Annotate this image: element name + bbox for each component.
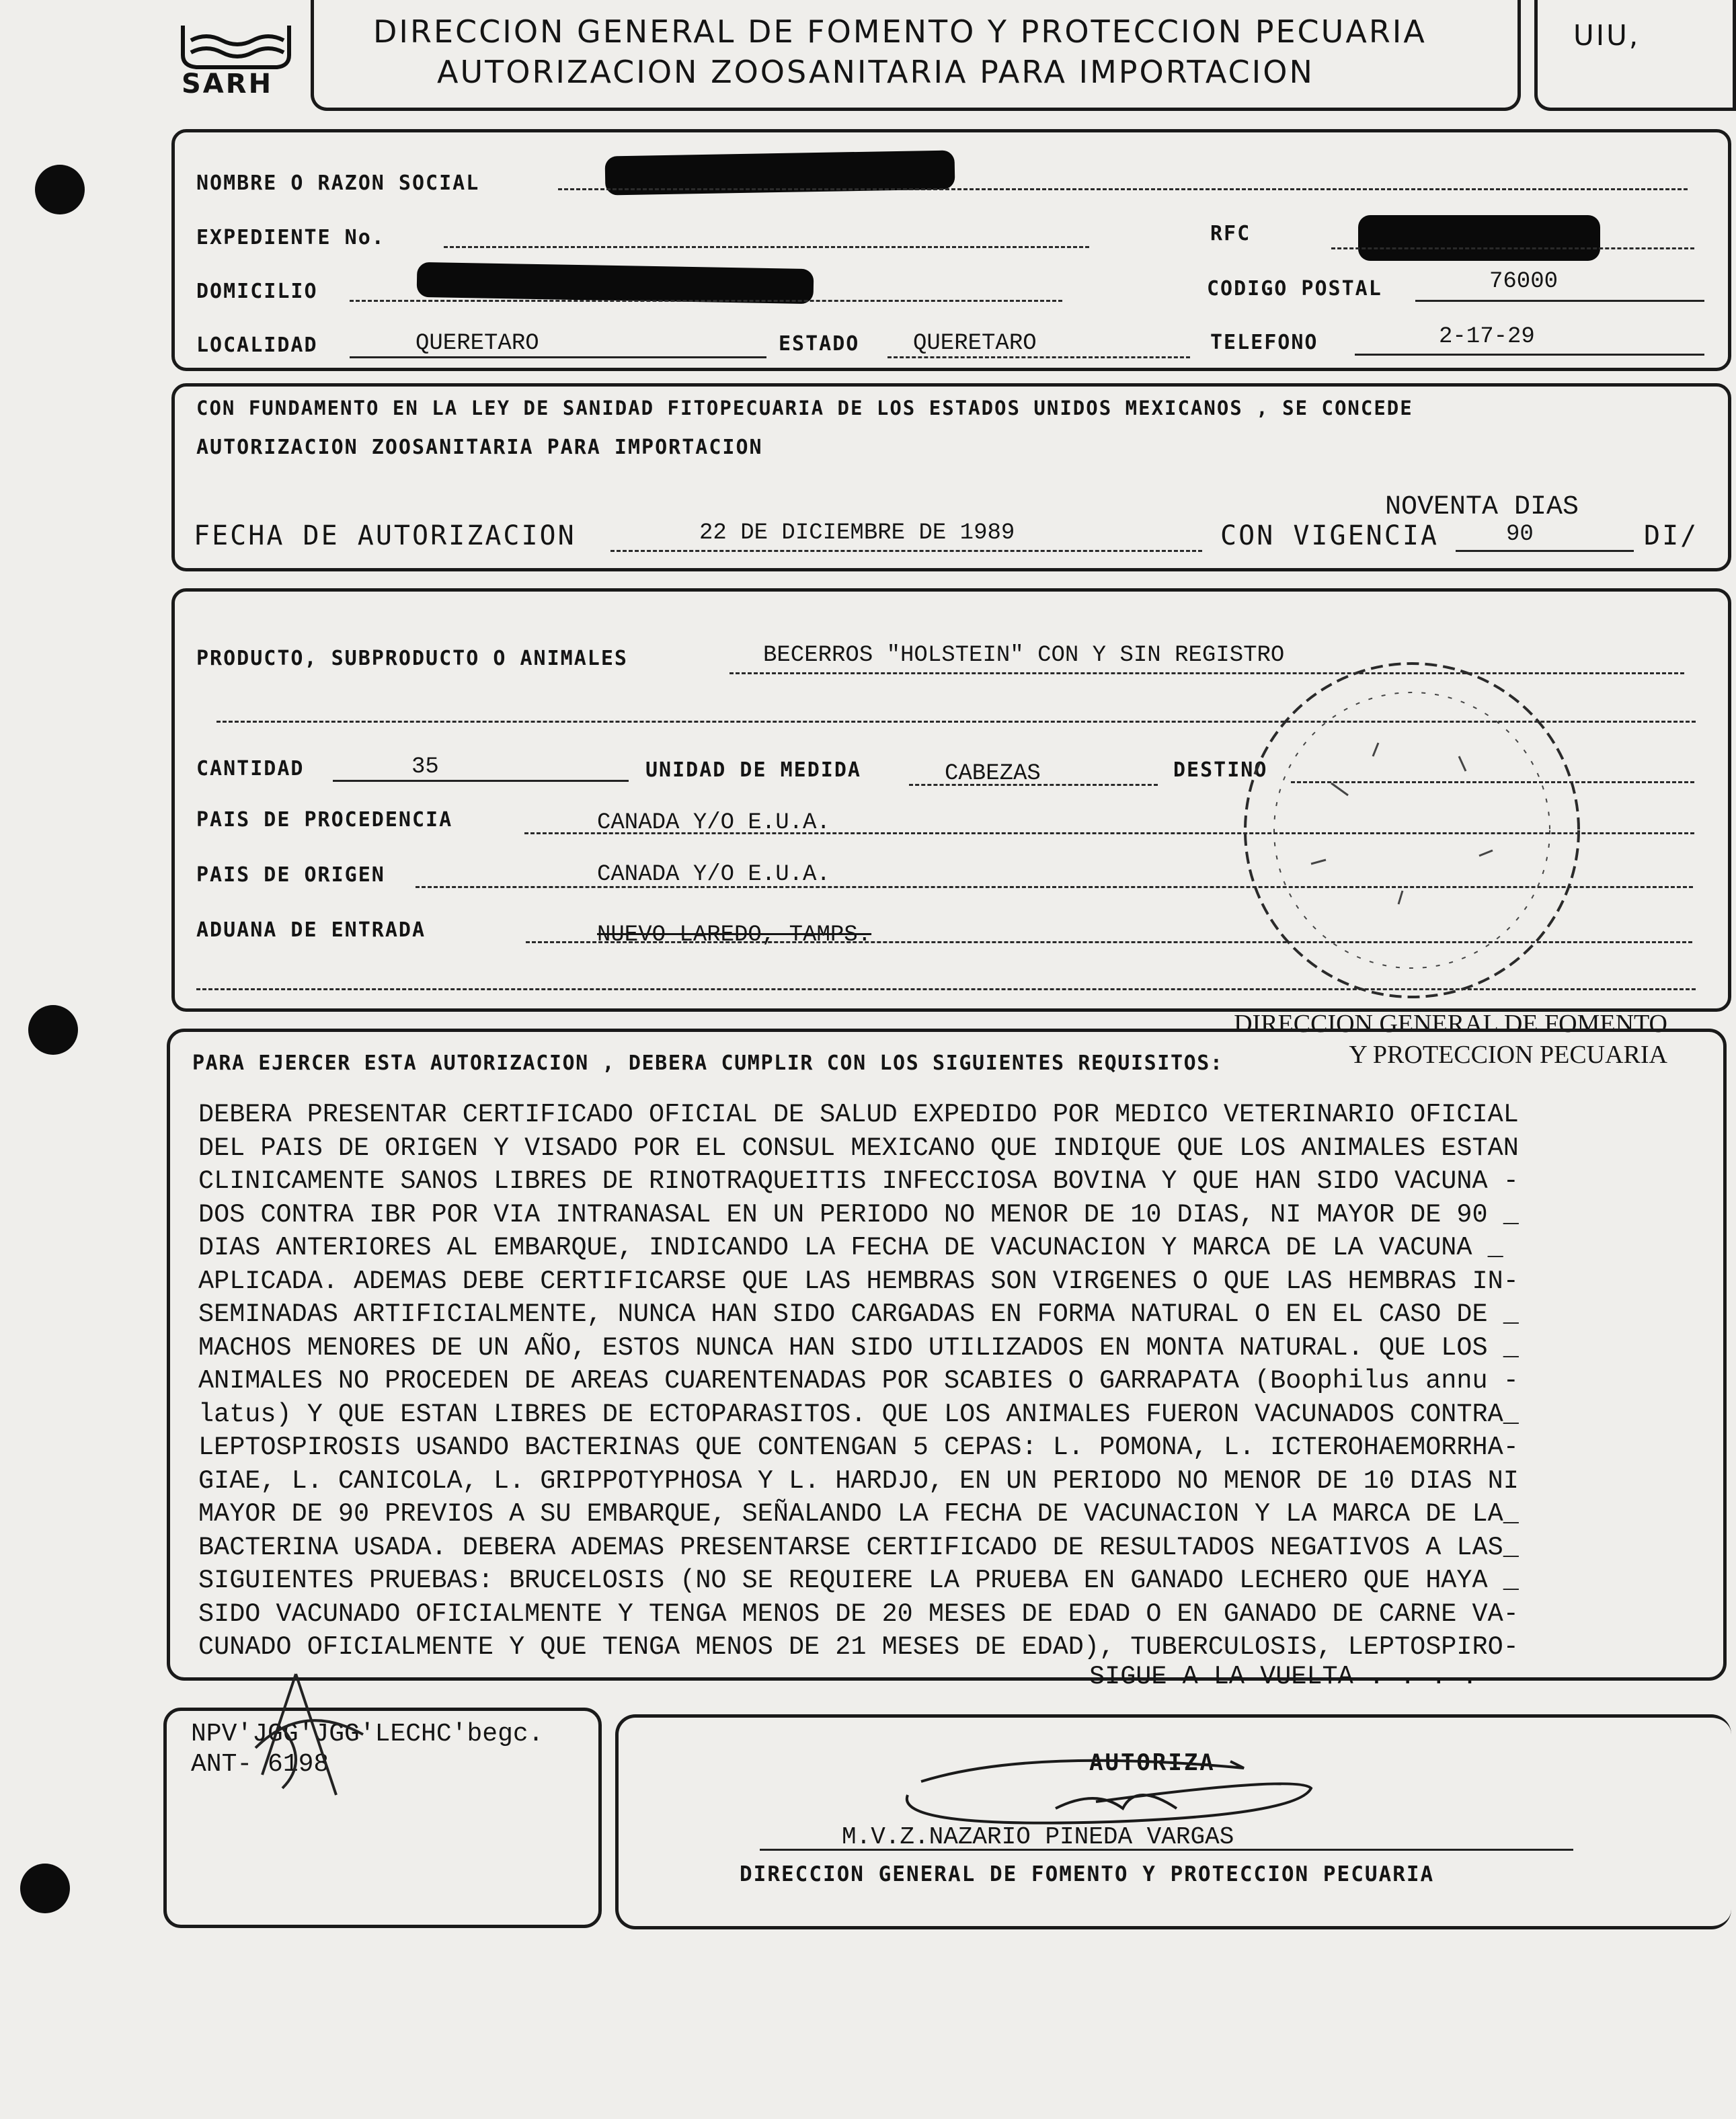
- folio-number: UIU,: [1573, 19, 1641, 52]
- vigencia-value: 90: [1506, 522, 1534, 547]
- name-line: [558, 188, 1688, 190]
- origen-label: PAIS DE ORIGEN: [196, 863, 385, 887]
- requirement-line: latus) Y QUE ESTAN LIBRES DE ECTOPARASITOS. QUE LOS ANIMALES FUERON VACUNADOS CONTRA_: [198, 1399, 1519, 1429]
- telefono-label: TELEFONO: [1210, 331, 1318, 354]
- authorization-text-2: AUTORIZACION ZOOSANITARIA PARA IMPORTACION: [196, 436, 763, 459]
- stamp-text: DIRECCION GENERAL DE FOMENTO Y PROTECCION PECUARIA: [1234, 1010, 1667, 1069]
- punch-hole-bottom: [20, 1864, 70, 1913]
- destino-label: DESTINO: [1173, 758, 1268, 782]
- continue-note: SIGUE A LA VUELTA . . . .: [1089, 1662, 1478, 1691]
- sarh-logo: [176, 20, 297, 101]
- domicilio-label: DOMICILIO: [196, 280, 318, 303]
- requirement-line: MAYOR DE 90 PREVIOS A SU EMBARQUE, SEÑALANDO LA FECHA DE VACUNACION Y LA MARCA DE LA_: [198, 1499, 1519, 1529]
- fecha-label: FECHA DE AUTORIZACION: [194, 520, 576, 551]
- fecha-line: [610, 550, 1202, 552]
- stamp-circle-icon: [1224, 649, 1600, 1012]
- domicilio-redaction: [417, 262, 814, 304]
- procedencia-value: CANADA Y/O E.U.A.: [597, 810, 830, 836]
- requirement-line: CUNADO OFICIALMENTE Y QUE TENGA MENOS DE 21 MESES DE EDAD), TUBERCULOSIS, LEPTOSPIRO-: [198, 1632, 1519, 1662]
- vigencia-line: [1456, 550, 1634, 552]
- requirement-line: SIDO VACUNADO OFICIALMENTE Y TENGA MENOS DE 20 MESES DE EDAD O EN GANADO DE CARNE VA-: [198, 1599, 1519, 1629]
- aduana-value: NUEVO LAREDO, TAMPS.: [597, 922, 872, 948]
- initials-line-1: NPV'JGG'JGG'LECHC'begc.: [191, 1720, 544, 1749]
- domicilio-line: [350, 300, 1062, 302]
- requirement-line: GIAE, L. CANICOLA, L. GRIPPOTYPHOSA Y L. HARDJO, EN UN PERIODO NO MENOR DE 10 DIAS NI: [198, 1466, 1519, 1496]
- punch-hole-middle: [28, 1005, 78, 1055]
- requirement-line: SEMINADAS ARTIFICIALMENTE, NUNCA HAN SIDO CARGADAS EN FORMA NATURAL O EN EL CASO DE _: [198, 1300, 1519, 1329]
- requirement-line: APLICADA. ADEMAS DEBE CERTIFICARSE QUE LAS HEMBRAS SON VIRGENES O QUE LAS HEMBRAS IN-: [198, 1266, 1519, 1296]
- telefono-value: 2-17-29: [1439, 324, 1535, 350]
- unidad-label: UNIDAD DE MEDIDA: [645, 758, 861, 782]
- expediente-line: [444, 246, 1089, 248]
- vigencia-unit: DI/: [1644, 520, 1699, 551]
- signer-office: DIRECCION GENERAL DE FOMENTO Y PROTECCION PECUARIA: [740, 1862, 1435, 1886]
- requirement-line: DOS CONTRA IBR POR VIA INTRANASAL EN UN PERIODO NO MENOR DE 10 DIAS, NI MAYOR DE 90 _: [198, 1199, 1519, 1230]
- unidad-value: CABEZAS: [945, 761, 1041, 787]
- requirement-line: MACHOS MENORES DE UN AÑO, ESTOS NUNCA HAN SIDO UTILIZADOS EN MONTA NATURAL. QUE LOS _: [198, 1332, 1519, 1363]
- expediente-label: EXPEDIENTE No.: [196, 226, 385, 249]
- requirement-line: BACTERINA USADA. DEBERA ADEMAS PRESENTARSE CERTIFICADO DE RESULTADOS NEGATIVOS A LAS_: [198, 1532, 1519, 1562]
- procedencia-label: PAIS DE PROCEDENCIA: [196, 808, 453, 832]
- requirement-line: LEPTOSPIROSIS USANDO BACTERINAS QUE CONTENGAN 5 CEPAS: L. POMONA, L. ICTEROHAEMORRHA-: [198, 1433, 1519, 1462]
- unidad-line: [909, 784, 1158, 786]
- localidad-line: [350, 356, 766, 358]
- header-line-1: DIRECCION GENERAL DE FOMENTO Y PROTECCION PECUARIA: [373, 13, 1427, 50]
- telefono-line: [1355, 354, 1704, 356]
- aduana-label: ADUANA DE ENTRADA: [196, 918, 426, 942]
- requirements-label: PARA EJERCER ESTA AUTORIZACION , DEBERA CUMPLIR CON LOS SIGUIENTES REQUISITOS:: [192, 1051, 1224, 1075]
- name-label: NOMBRE O RAZON SOCIAL: [196, 171, 480, 195]
- vigencia-label: CON VIGENCIA: [1220, 520, 1439, 551]
- requirement-line: SIGUIENTES PRUEBAS: BRUCELOSIS (NO SE REQUIERE LA PRUEBA EN GANADO LECHERO QUE HAYA _: [198, 1566, 1519, 1595]
- initials-line-2: ANT- 6198: [191, 1750, 329, 1779]
- rfc-redaction: [1358, 215, 1600, 261]
- fecha-value: 22 DE DICIEMBRE DE 1989: [699, 520, 1015, 546]
- requirement-line: DEBERA PRESENTAR CERTIFICADO OFICIAL DE SALUD EXPEDIDO POR MEDICO VETERINARIO OFICIAL: [198, 1100, 1519, 1129]
- sarh-logo-text: SARH: [182, 69, 274, 99]
- requirement-line: ANIMALES NO PROCEDEN DE AREAS CUARENTENADAS POR SCABIES O GARRAPATA (Boophilus annu -: [198, 1366, 1519, 1396]
- folio-box: [1534, 0, 1736, 111]
- requirement-line: CLINICAMENTE SANOS LIBRES DE RINOTRAQUEITIS INFECCIOSA BOVINA Y QUE HAN SIDO VACUNA -: [198, 1166, 1519, 1196]
- estado-label: ESTADO: [779, 332, 860, 356]
- origen-value: CANADA Y/O E.U.A.: [597, 862, 830, 887]
- localidad-label: LOCALIDAD: [196, 333, 318, 357]
- signer-name: M.V.Z.NAZARIO PINEDA VARGAS: [842, 1823, 1234, 1851]
- codigo-postal-line: [1415, 300, 1704, 302]
- rfc-line: [1331, 247, 1694, 249]
- cantidad-line: [333, 780, 629, 782]
- rfc-label: RFC: [1210, 222, 1251, 245]
- cantidad-label: CANTIDAD: [196, 757, 305, 781]
- official-stamp: [1224, 649, 1600, 1012]
- producto-label: PRODUCTO, SUBPRODUCTO O ANIMALES: [196, 647, 628, 670]
- header-line-2: AUTORIZACION ZOOSANITARIA PARA IMPORTACION: [437, 54, 1314, 90]
- codigo-postal-value: 76000: [1489, 269, 1559, 294]
- estado-value: QUERETARO: [913, 331, 1037, 356]
- autoriza-label: AUTORIZA: [1089, 1749, 1216, 1776]
- localidad-value: QUERETARO: [416, 331, 539, 356]
- codigo-postal-label: CODIGO POSTAL: [1207, 277, 1382, 301]
- cantidad-value: 35: [411, 754, 439, 780]
- authorization-text-1: CON FUNDAMENTO EN LA LEY DE SANIDAD FITOPECUARIA DE LOS ESTADOS UNIDOS MEXICANOS , SE CONCEDE: [196, 397, 1413, 419]
- estado-line: [887, 356, 1190, 358]
- initials-scribble: [242, 1661, 377, 1822]
- vigencia-words: NOVENTA DIAS: [1385, 492, 1579, 522]
- requirement-line: DEL PAIS DE ORIGEN Y VISADO POR EL CONSUL MEXICANO QUE INDIQUE QUE LOS ANIMALES ESTAN: [198, 1133, 1519, 1163]
- punch-hole-top: [35, 165, 85, 214]
- initials-scribble-icon: [242, 1661, 377, 1822]
- requirement-line: DIAS ANTERIORES AL EMBARQUE, INDICANDO LA FECHA DE VACUNACION Y MARCA DE LA VACUNA _: [198, 1233, 1503, 1263]
- producto-value: BECERROS "HOLSTEIN" CON Y SIN REGISTRO: [763, 643, 1285, 668]
